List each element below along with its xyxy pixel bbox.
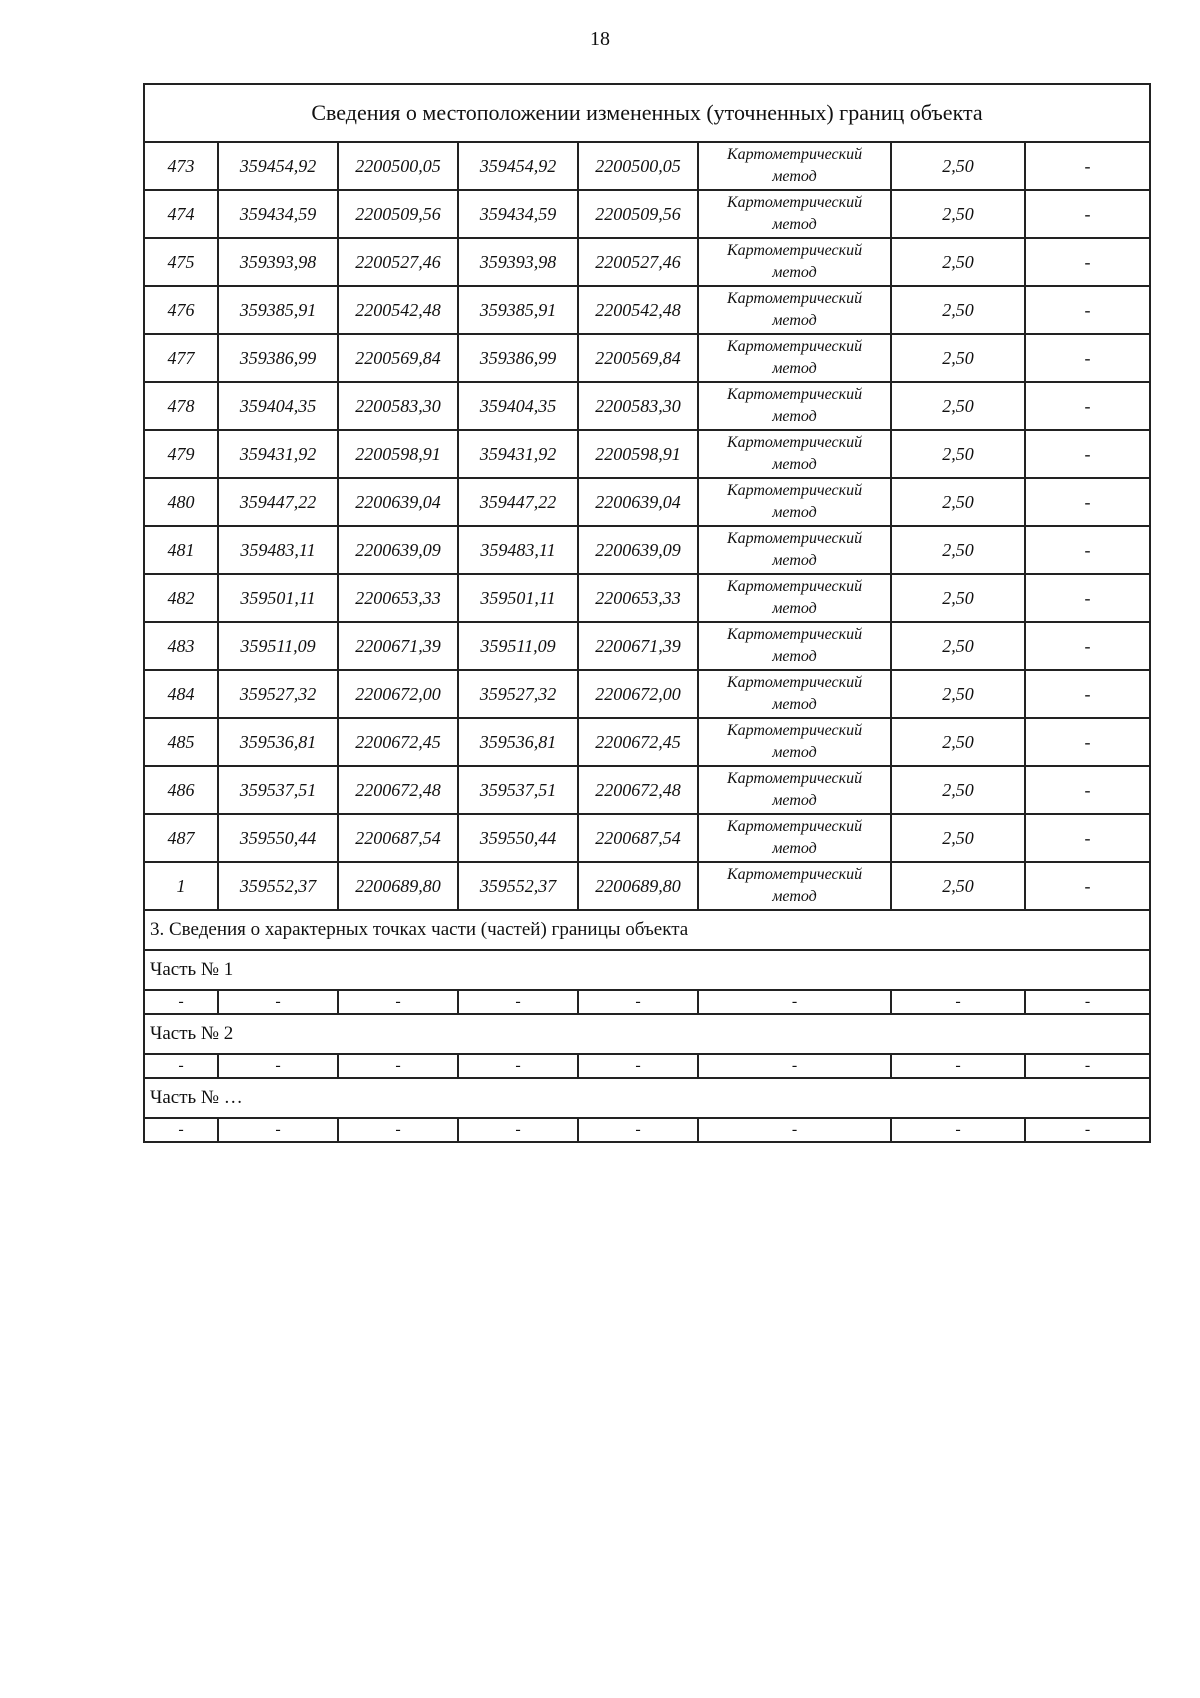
part-cell-value: - <box>144 1054 218 1078</box>
method-line-1: Картометрический <box>726 386 863 403</box>
part-cell-value: - <box>338 1118 458 1142</box>
method-cell <box>698 142 891 190</box>
accuracy: 2,50 <box>891 286 1025 334</box>
table-row <box>144 190 1150 238</box>
coord-x-existing: 359431,92 <box>218 430 338 478</box>
method-line-2: метод <box>772 456 817 473</box>
part-cell-value: - <box>338 1054 458 1078</box>
coord-y-refined: 2200598,91 <box>578 430 698 478</box>
method-cell <box>698 574 891 622</box>
description: - <box>1025 766 1150 814</box>
coord-x-refined: 359552,37 <box>458 862 578 910</box>
coord-x-existing: 359552,37 <box>218 862 338 910</box>
method-cell <box>698 190 891 238</box>
table-row <box>144 382 1150 430</box>
part-label: Часть № … <box>144 1078 1150 1118</box>
description: - <box>1025 622 1150 670</box>
part-cell-value: - <box>218 990 338 1014</box>
coord-x-existing: 359501,11 <box>218 574 338 622</box>
method-cell <box>698 670 891 718</box>
accuracy: 2,50 <box>891 670 1025 718</box>
part-cell-value: - <box>891 990 1025 1014</box>
coord-y-existing: 2200500,05 <box>338 142 458 190</box>
method-cell <box>698 718 891 766</box>
accuracy: 2,50 <box>891 238 1025 286</box>
table-row <box>144 718 1150 766</box>
table-row <box>144 574 1150 622</box>
table-row <box>144 334 1150 382</box>
coord-y-refined: 2200687,54 <box>578 814 698 862</box>
table-row <box>144 478 1150 526</box>
accuracy: 2,50 <box>891 334 1025 382</box>
coord-y-refined: 2200653,33 <box>578 574 698 622</box>
method-cell <box>698 430 891 478</box>
coord-y-existing: 2200509,56 <box>338 190 458 238</box>
method-line-2: метод <box>772 696 817 713</box>
part-cell-value: - <box>698 990 891 1014</box>
point-number: 474 <box>144 190 218 238</box>
description: - <box>1025 814 1150 862</box>
table-row <box>144 526 1150 574</box>
point-number: 1 <box>144 862 218 910</box>
point-number: 484 <box>144 670 218 718</box>
accuracy: 2,50 <box>891 574 1025 622</box>
coord-x-existing: 359536,81 <box>218 718 338 766</box>
coord-x-refined: 359404,35 <box>458 382 578 430</box>
coord-x-refined: 359483,11 <box>458 526 578 574</box>
part-row <box>144 1054 1150 1078</box>
part-cell-value: - <box>698 1118 891 1142</box>
coord-x-existing: 359454,92 <box>218 142 338 190</box>
section-3-title: 3. Сведения о характерных точках части (частей) границы объекта <box>144 910 1150 950</box>
coord-y-existing: 2200639,04 <box>338 478 458 526</box>
point-number: 485 <box>144 718 218 766</box>
accuracy: 2,50 <box>891 622 1025 670</box>
method-line-1: Картометрический <box>726 290 863 307</box>
table-row <box>144 286 1150 334</box>
part-cell-value: - <box>218 1118 338 1142</box>
coord-y-refined: 2200689,80 <box>578 862 698 910</box>
coord-x-refined: 359434,59 <box>458 190 578 238</box>
accuracy: 2,50 <box>891 478 1025 526</box>
part-cell-value: - <box>458 1054 578 1078</box>
method-line-2: метод <box>772 408 817 425</box>
coord-x-refined: 359447,22 <box>458 478 578 526</box>
description: - <box>1025 478 1150 526</box>
coord-x-existing: 359550,44 <box>218 814 338 862</box>
coord-y-refined: 2200672,48 <box>578 766 698 814</box>
coord-x-refined: 359527,32 <box>458 670 578 718</box>
method-line-1: Картометрический <box>726 242 863 259</box>
description: - <box>1025 286 1150 334</box>
description: - <box>1025 526 1150 574</box>
part-cell-value: - <box>578 1118 698 1142</box>
method-line-1: Картометрический <box>726 146 863 163</box>
method-line-2: метод <box>772 648 817 665</box>
coord-y-refined: 2200583,30 <box>578 382 698 430</box>
method-cell <box>698 382 891 430</box>
coord-x-existing: 359527,32 <box>218 670 338 718</box>
method-cell <box>698 334 891 382</box>
coord-y-refined: 2200672,45 <box>578 718 698 766</box>
table-row <box>144 670 1150 718</box>
point-number: 477 <box>144 334 218 382</box>
part-cell-value: - <box>578 990 698 1014</box>
point-number: 476 <box>144 286 218 334</box>
accuracy: 2,50 <box>891 430 1025 478</box>
accuracy: 2,50 <box>891 190 1025 238</box>
method-line-1: Картометрический <box>726 338 863 355</box>
coord-x-existing: 359537,51 <box>218 766 338 814</box>
part-cell-value: - <box>144 990 218 1014</box>
method-line-1: Картометрический <box>726 434 863 451</box>
part-cell-value: - <box>891 1054 1025 1078</box>
coord-y-refined: 2200639,04 <box>578 478 698 526</box>
table-row <box>144 766 1150 814</box>
accuracy: 2,50 <box>891 766 1025 814</box>
coord-x-refined: 359511,09 <box>458 622 578 670</box>
description: - <box>1025 382 1150 430</box>
coord-y-existing: 2200583,30 <box>338 382 458 430</box>
boundary-table <box>143 83 1151 1143</box>
point-number: 481 <box>144 526 218 574</box>
coord-x-refined: 359386,99 <box>458 334 578 382</box>
method-line-2: метод <box>772 600 817 617</box>
coord-y-refined: 2200542,48 <box>578 286 698 334</box>
coord-y-refined: 2200569,84 <box>578 334 698 382</box>
accuracy: 2,50 <box>891 382 1025 430</box>
method-line-1: Картометрический <box>726 866 863 883</box>
part-cell-value: - <box>698 1054 891 1078</box>
page-number: 18 <box>590 28 610 50</box>
table-row <box>144 814 1150 862</box>
coord-y-existing: 2200527,46 <box>338 238 458 286</box>
accuracy: 2,50 <box>891 718 1025 766</box>
part-cell-value: - <box>458 1118 578 1142</box>
coord-x-refined: 359431,92 <box>458 430 578 478</box>
accuracy: 2,50 <box>891 814 1025 862</box>
method-cell <box>698 478 891 526</box>
coord-x-existing: 359483,11 <box>218 526 338 574</box>
description: - <box>1025 430 1150 478</box>
method-line-2: метод <box>772 504 817 521</box>
point-number: 478 <box>144 382 218 430</box>
coord-y-existing: 2200672,00 <box>338 670 458 718</box>
coord-x-existing: 359511,09 <box>218 622 338 670</box>
table-row <box>144 622 1150 670</box>
part-cell-value: - <box>1025 1118 1150 1142</box>
method-line-2: метод <box>772 840 817 857</box>
method-cell <box>698 862 891 910</box>
coord-y-refined: 2200671,39 <box>578 622 698 670</box>
table-row <box>144 430 1150 478</box>
coord-x-existing: 359447,22 <box>218 478 338 526</box>
point-number: 480 <box>144 478 218 526</box>
coord-y-existing: 2200672,45 <box>338 718 458 766</box>
method-line-1: Картометрический <box>726 626 863 643</box>
description: - <box>1025 670 1150 718</box>
coord-y-refined: 2200672,00 <box>578 670 698 718</box>
part-row <box>144 1118 1150 1142</box>
method-cell <box>698 526 891 574</box>
method-line-1: Картометрический <box>726 482 863 499</box>
coord-y-refined: 2200639,09 <box>578 526 698 574</box>
coord-y-existing: 2200569,84 <box>338 334 458 382</box>
part-cell-value: - <box>218 1054 338 1078</box>
description: - <box>1025 718 1150 766</box>
method-line-1: Картометрический <box>726 818 863 835</box>
coord-y-existing: 2200672,48 <box>338 766 458 814</box>
part-cell-value: - <box>144 1118 218 1142</box>
description: - <box>1025 238 1150 286</box>
part-cell-value: - <box>338 990 458 1014</box>
coord-y-existing: 2200639,09 <box>338 526 458 574</box>
coord-y-refined: 2200527,46 <box>578 238 698 286</box>
coord-y-refined: 2200500,05 <box>578 142 698 190</box>
table-row <box>144 862 1150 910</box>
method-line-2: метод <box>772 312 817 329</box>
description: - <box>1025 334 1150 382</box>
point-number: 486 <box>144 766 218 814</box>
table-row <box>144 142 1150 190</box>
description: - <box>1025 142 1150 190</box>
coord-x-refined: 359454,92 <box>458 142 578 190</box>
coord-x-existing: 359404,35 <box>218 382 338 430</box>
point-number: 473 <box>144 142 218 190</box>
coord-y-existing: 2200671,39 <box>338 622 458 670</box>
method-cell <box>698 814 891 862</box>
coord-y-refined: 2200509,56 <box>578 190 698 238</box>
point-number: 475 <box>144 238 218 286</box>
description: - <box>1025 574 1150 622</box>
coord-x-existing: 359393,98 <box>218 238 338 286</box>
method-line-2: метод <box>772 216 817 233</box>
accuracy: 2,50 <box>891 526 1025 574</box>
table-title: Сведения о местоположении измененных (уточненных) границ объекта <box>144 84 1150 142</box>
part-cell-value: - <box>1025 1054 1150 1078</box>
method-cell <box>698 238 891 286</box>
description: - <box>1025 190 1150 238</box>
accuracy: 2,50 <box>891 862 1025 910</box>
part-label: Часть № 1 <box>144 950 1150 990</box>
method-line-1: Картометрический <box>726 194 863 211</box>
table-row <box>144 238 1150 286</box>
part-cell-value: - <box>1025 990 1150 1014</box>
method-line-2: метод <box>772 792 817 809</box>
method-line-2: метод <box>772 264 817 281</box>
part-row <box>144 990 1150 1014</box>
method-cell <box>698 286 891 334</box>
method-line-2: метод <box>772 168 817 185</box>
coord-x-refined: 359536,81 <box>458 718 578 766</box>
point-number: 482 <box>144 574 218 622</box>
method-line-1: Картометрический <box>726 770 863 787</box>
coord-x-existing: 359386,99 <box>218 334 338 382</box>
coord-x-refined: 359537,51 <box>458 766 578 814</box>
point-number: 479 <box>144 430 218 478</box>
part-cell-value: - <box>458 990 578 1014</box>
part-cell-value: - <box>578 1054 698 1078</box>
method-cell <box>698 766 891 814</box>
point-number: 487 <box>144 814 218 862</box>
coord-x-refined: 359501,11 <box>458 574 578 622</box>
part-cell-value: - <box>891 1118 1025 1142</box>
method-line-1: Картометрический <box>726 674 863 691</box>
method-line-2: метод <box>772 552 817 569</box>
coord-y-existing: 2200687,54 <box>338 814 458 862</box>
description: - <box>1025 862 1150 910</box>
coord-x-refined: 359385,91 <box>458 286 578 334</box>
method-line-1: Картометрический <box>726 722 863 739</box>
method-line-2: метод <box>772 888 817 905</box>
coord-y-existing: 2200542,48 <box>338 286 458 334</box>
part-label: Часть № 2 <box>144 1014 1150 1054</box>
method-line-1: Картометрический <box>726 530 863 547</box>
coord-y-existing: 2200689,80 <box>338 862 458 910</box>
point-number: 483 <box>144 622 218 670</box>
method-line-2: метод <box>772 744 817 761</box>
method-line-2: метод <box>772 360 817 377</box>
coord-x-existing: 359434,59 <box>218 190 338 238</box>
coord-y-existing: 2200598,91 <box>338 430 458 478</box>
accuracy: 2,50 <box>891 142 1025 190</box>
coord-x-refined: 359393,98 <box>458 238 578 286</box>
method-cell <box>698 622 891 670</box>
coord-x-refined: 359550,44 <box>458 814 578 862</box>
coord-x-existing: 359385,91 <box>218 286 338 334</box>
method-line-1: Картометрический <box>726 578 863 595</box>
coord-y-existing: 2200653,33 <box>338 574 458 622</box>
